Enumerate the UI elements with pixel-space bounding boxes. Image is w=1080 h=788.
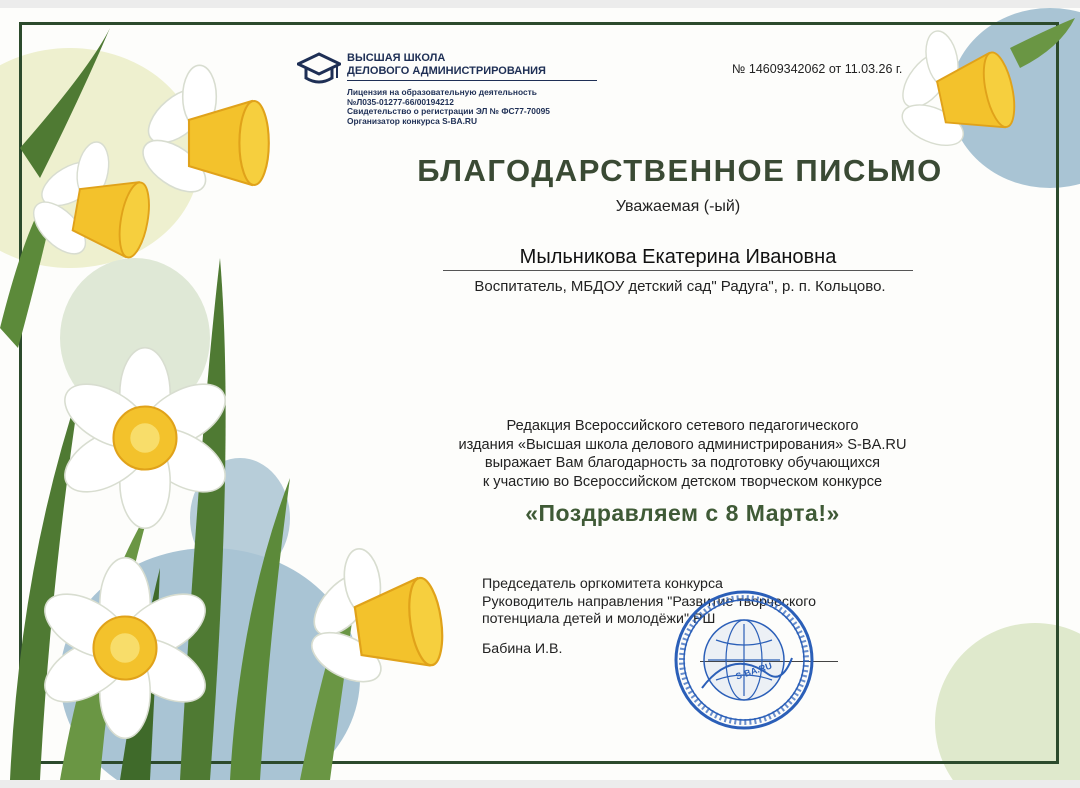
- body-line: Редакция Всероссийского сетевого педагогического: [506, 418, 859, 434]
- body-text: [430, 417, 935, 491]
- graduation-cap-icon: [297, 52, 341, 86]
- body-line: издания «Высшая школа делового администрирования» S-BA.RU: [458, 436, 907, 453]
- document-title: БЛАГОДАРСТВЕННОЕ ПИСЬМО: [417, 153, 943, 188]
- document-number: № 14609342062 от 11.03.26 г.: [732, 62, 903, 76]
- signature-line: Председатель оргкомитета конкурса: [482, 576, 723, 592]
- issuer-name-line2: ДЕЛОВОГО АДМИНИСТРИРОВАНИЯ: [347, 65, 546, 77]
- issuer-organizer: Организатор конкурса S-BA.RU: [347, 115, 477, 126]
- issuer-license: Лицензия на образовательную деятельность: [347, 87, 537, 97]
- body-line: к участию во Всероссийском детском творческом конкурсе: [482, 473, 883, 490]
- issuer-license-number: №Л035-01277-66/00194212: [347, 96, 454, 107]
- issuer-name: [347, 52, 597, 81]
- recipient-position: Воспитатель, МБДОУ детский сад" Радуга", р. п. Кольцово.: [474, 278, 886, 295]
- signature-line: потенциала детей и молодёжи" РШ: [482, 611, 716, 627]
- signature-line: Руководитель направления "Развитие творческого: [482, 593, 817, 610]
- signer-name: Бабина И.В.: [482, 641, 563, 657]
- issuer-details: [347, 88, 607, 126]
- salutation: Уважаемая (-ый): [615, 198, 741, 215]
- issuer-certificate: Свидетельство о регистрации ЭЛ № ФС77-70095: [347, 106, 550, 117]
- certificate-sheet: [0, 8, 1080, 780]
- issuer-name-line1: ВЫСШАЯ ШКОЛА: [347, 52, 446, 64]
- body-line: выражает Вам благодарность за подготовку обучающихся: [484, 455, 881, 472]
- stamp-caption: S-BA.RU: [734, 660, 774, 682]
- official-stamp: [672, 588, 817, 733]
- recipient-name: Мыльникова Екатерина Ивановна: [443, 246, 913, 271]
- contest-name: «Поздравляем с 8 Марта!»: [525, 500, 840, 526]
